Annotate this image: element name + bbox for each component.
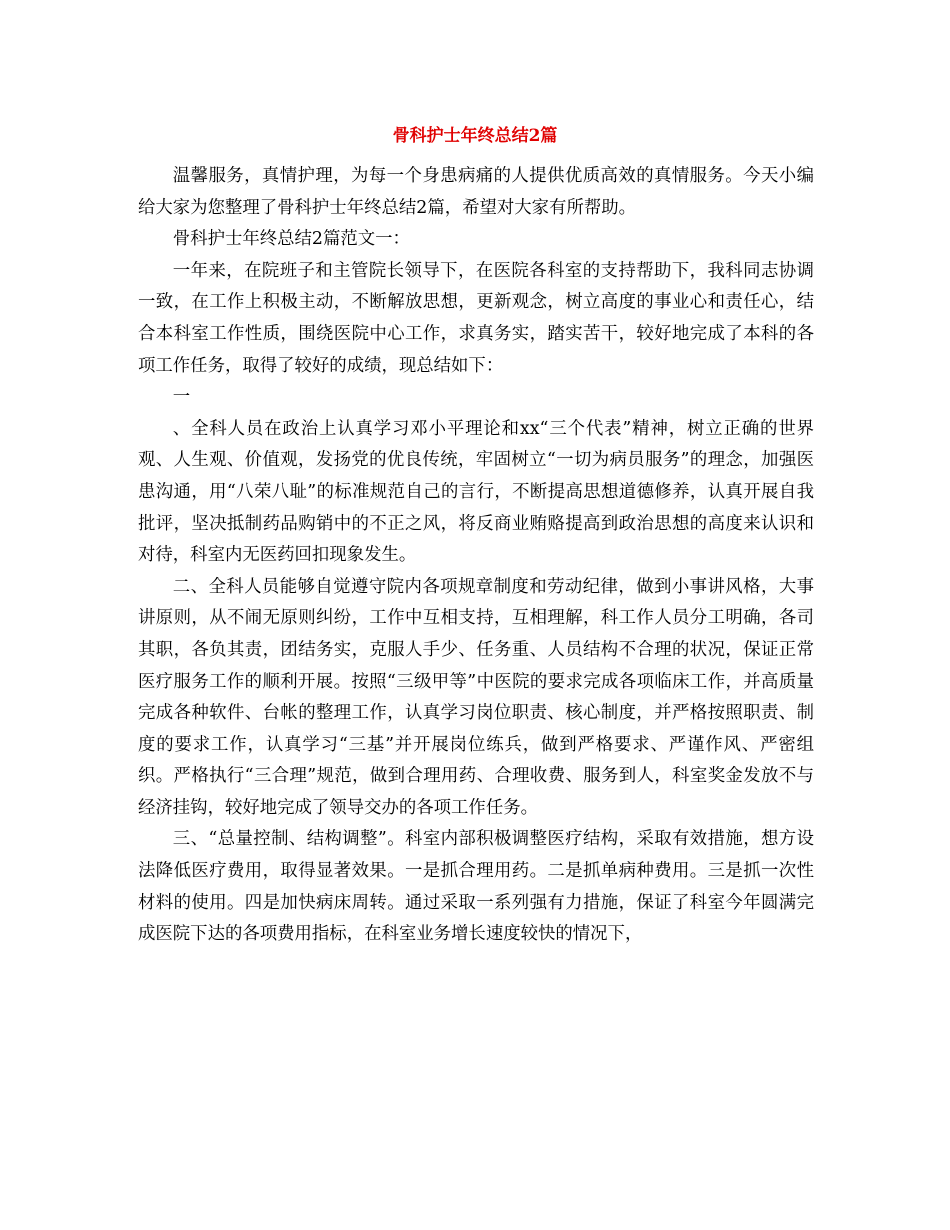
- document-title: 骨科护士年终总结2篇: [392, 126, 558, 146]
- paragraph-intro: 温馨服务，真情护理，为每一个身患病痛的人提供优质高效的真情服务。今天小编给大家为您整理了骨科护士年终总结2篇，希望对大家有所帮助。: [138, 166, 814, 218]
- document-body: [138, 161, 814, 951]
- paragraph-section-two: 二、全科人员能够自觉遵守院内各项规章制度和劳动纪律，做到小事讲风格，大事讲原则，从不闹无原则纠纷，工作中互相支持，互相理解，科工作人员分工明确，各司其职，各负其责，团结务实，克服人手少、任务重、人员结构不合理的状况，保证正常医疗服务工作的顺利开展。按照“三级甲等”中医院的要求完成各项临床工作，并高质量完成各种软件、台帐的整理工作，认真学习岗位职责、核心制度，并严格按照职责、制度的要求工作，认真学习“三基”并开展岗位练兵，做到严格要求、严谨作风、严密组织。严格执行“三合理”规范，做到合理用药、合理收费、服务到人，科室奖金发放不与经济挂钩，较好地完成了领导交办的各项工作任务。: [138, 576, 814, 818]
- paragraph-section-one: 、全科人员在政治上认真学习邓小平理论和xx“三个代表”精神，树立正确的世界观、人生观、价值观，发扬党的优良传统，牢固树立“一切为病员服务”的理念，加强医患沟通，用“八荣八耻”的标准规范自己的言行，不断提高思想道德修养，认真开展自我批评，坚决抵制药品购销中的不正之风，将反商业贿赂提高到政治思想的高度来认识和对待，科室内无医药回扣现象发生。: [138, 418, 814, 566]
- paragraph-overview: 一年来，在院班子和主管院长领导下，在医院各科室的支持帮助下，我科同志协调一致，在工作上积极主动，不断解放思想，更新观念，树立高度的事业心和责任心，结合本科室工作性质，围绕医院中心工作，求真务实，踏实苦干，较好地完成了本科的各项工作任务，取得了较好的成绩，现总结如下：: [138, 260, 814, 376]
- paragraph-numeral-one: 一: [172, 387, 191, 408]
- paragraph-section-three: 三、“总量控制、结构调整”。科室内部积极调整医疗结构，采取有效措施，想方设法降低医疗费用，取得显著效果。一是抓合理用药。二是抓单病种费用。三是抓一次性材料的使用。四是加快病床周转。通过采取一系列强有力措施，保证了科室今年圆满完成医院下达的各项费用指标，在科室业务增长速度较快的情况下，: [138, 829, 814, 945]
- paragraph-sample-heading: 骨科护士年终总结2篇范文一：: [172, 229, 410, 250]
